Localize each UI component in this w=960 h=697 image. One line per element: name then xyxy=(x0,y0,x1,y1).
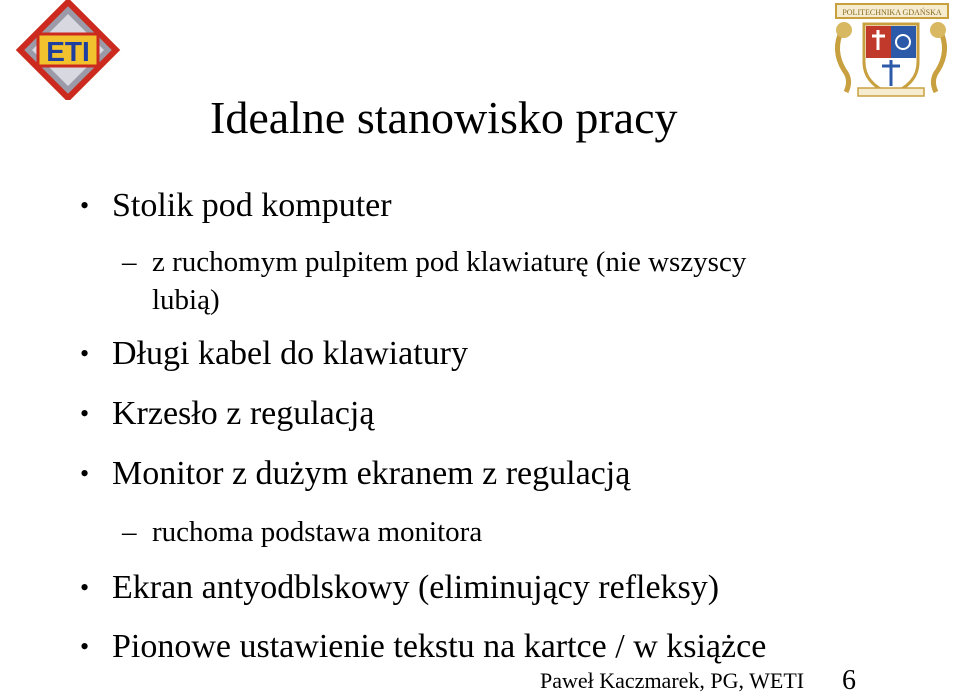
bullet-marker: • xyxy=(80,191,90,220)
bullet-text: Długi kabel do klawiatury xyxy=(112,335,468,372)
bullet-text: Krzesło z regulacją xyxy=(112,395,375,432)
footer-author: Paweł Kaczmarek, PG, WETI xyxy=(540,668,805,693)
bullet-marker: • xyxy=(80,339,90,368)
dash-marker: – xyxy=(122,246,137,278)
bullet-marker: • xyxy=(80,459,90,488)
bullet-item xyxy=(80,454,630,494)
eti-faculty-logo xyxy=(0,0,140,100)
sub-bullet-text: z ruchomym pulpitem pod klawiaturę (nie wszyscy xyxy=(152,246,747,278)
dash-marker: – xyxy=(122,516,137,548)
sub-bullet-item xyxy=(122,244,746,280)
bullet-item xyxy=(80,186,392,226)
slide-title: Idealne stanowisko pracy xyxy=(210,92,678,143)
bullet-text: Ekran antyodblskowy (eliminujący refleksy) xyxy=(112,569,720,606)
bullet-marker: • xyxy=(80,399,90,428)
sub-bullet-item xyxy=(122,514,482,550)
bullet-text: Monitor z dużym ekranem z regulacją xyxy=(112,455,631,492)
bullet-marker: • xyxy=(80,573,90,602)
university-crest-logo xyxy=(822,0,960,100)
sub-bullet-continuation: lubią) xyxy=(152,284,220,316)
eti-logo-text: ETI xyxy=(46,36,90,67)
bullet-item xyxy=(80,334,468,374)
bullet-marker: • xyxy=(80,632,90,661)
sub-bullet-text: ruchoma podstawa monitora xyxy=(152,516,483,548)
bullet-item xyxy=(80,568,719,608)
bullet-item xyxy=(80,627,766,667)
bullet-text: Stolik pod komputer xyxy=(112,187,392,224)
crest-banner-text: POLITECHNIKA GDAŃSKA xyxy=(842,8,942,17)
bullet-text: Pionowe ustawienie tekstu na kartce / w książce xyxy=(112,628,767,665)
bullet-item xyxy=(80,394,374,434)
page-number: 6 xyxy=(842,665,856,696)
